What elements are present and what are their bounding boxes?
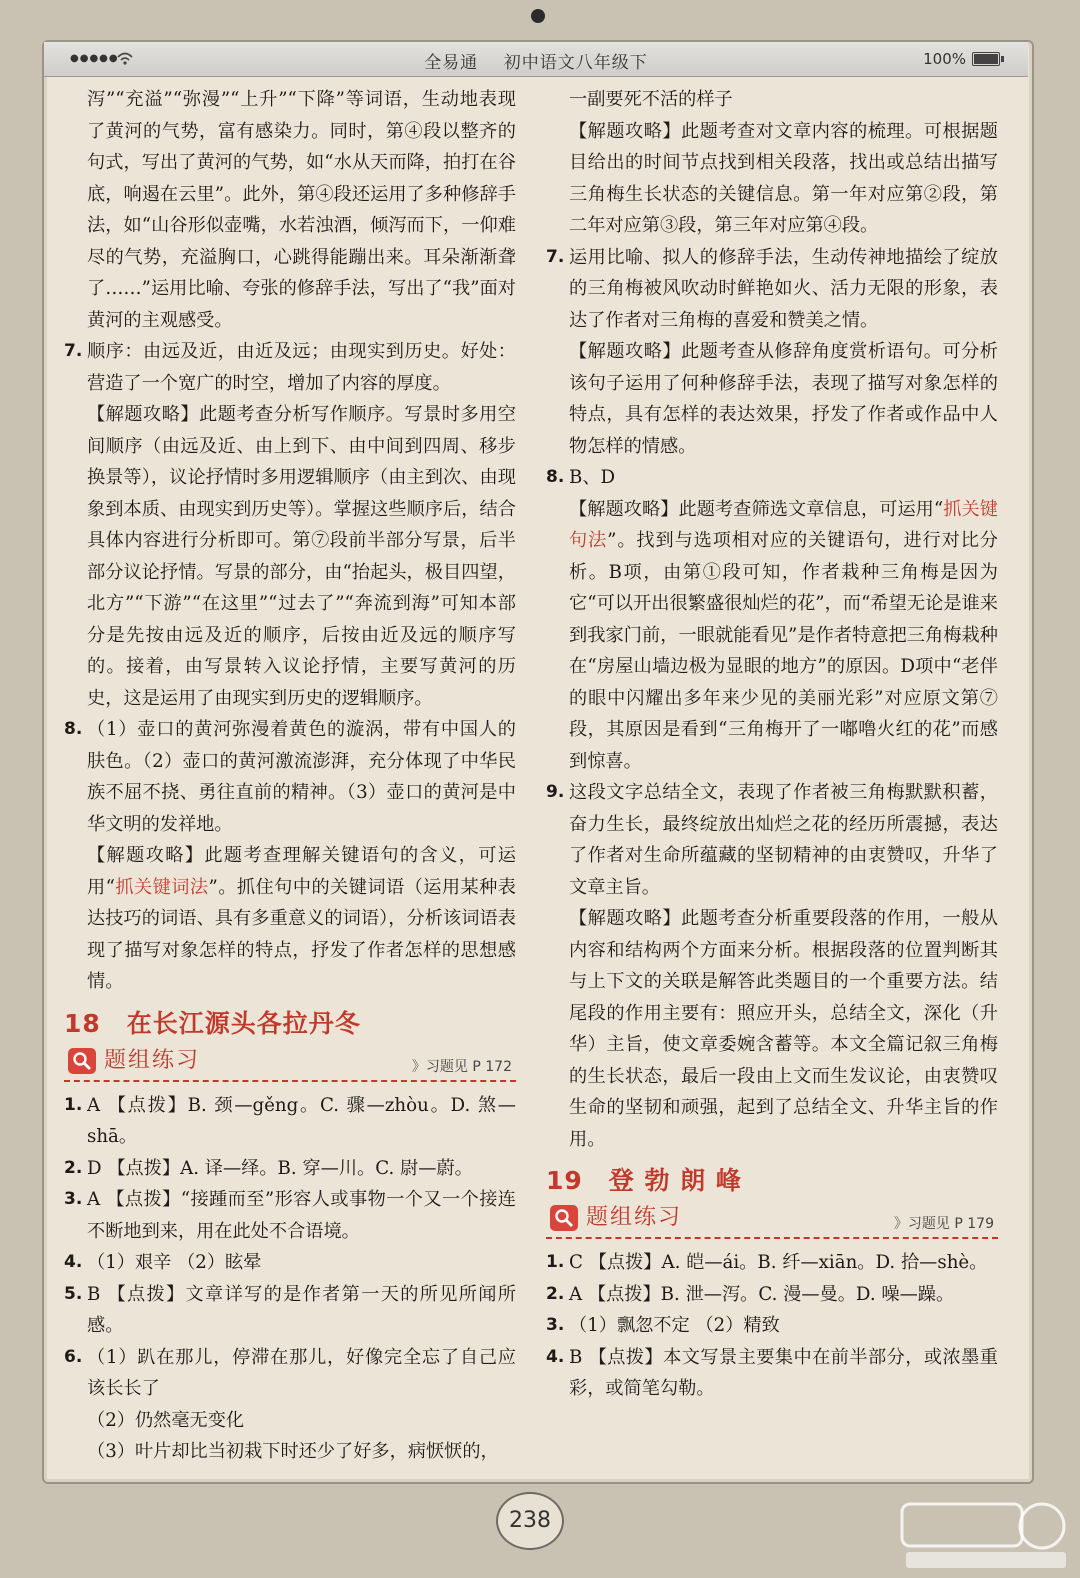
group-title: 题组练习 <box>586 1205 683 1230</box>
answer-item: 2. A 【点拨】B. 泄—泻。C. 漫—曼。D. 噪—躁。 <box>546 1283 955 1305</box>
answer-item: 3. （1）飘忽不定 （2）精致 <box>546 1315 780 1336</box>
watermark-logo <box>900 1500 1070 1572</box>
status-bar-title: 全易通 初中语文八年级下 <box>424 53 648 73</box>
left-column <box>64 84 516 1468</box>
answer-item: 1. C 【点拨】A. 皑—ái。B. 纤—xiān。D. 拾—shè。 <box>546 1252 988 1273</box>
signal-icon: ●●●●● <box>70 53 119 64</box>
answer-item: 3. A 【点拨】“接踵而至”形容人或事物一个又一个接连不断地到来，用在此处不合语境。 <box>64 1189 516 1242</box>
answer-text: 一副要死不活的样子 <box>569 89 733 110</box>
strategy-text: 【解题攻略】此题考查筛选文章信息，可运用“抓关键句法”。找到与选项相对应的关键语句，进行对比分析。B项，由第①段可知，作者栽种三角梅是因为它“可以开出很繁盛很灿烂的花”，而“希望无论是谁来到我家门前，一眼就能看见”是作者特意把三角梅栽种在“房屋山墙边极为显眼的地方”的原因。D项中“老伴的眼中闪耀出多年来少见的美丽光彩”对应原文第⑦段，其原因是看到“三角梅开了一嘟噜火红的花”而感到惊喜。 <box>569 498 998 772</box>
group-practice-header <box>64 1044 516 1082</box>
battery-percent: 100% <box>923 50 966 68</box>
answer-subitem: （2）仍然毫无变化 <box>87 1409 245 1431</box>
answer-item: 4. （1）艰辛 （2）眩晕 <box>64 1252 262 1273</box>
answer-text: 泻”“充溢”“弥漫”“上升”“下降”等词语，生动地表现了黄河的气势，富有感染力。同时，第④段以整齐的句式，写出了黄河的气势，如“水从天而降，拍打在谷底，响遏在云里”。此外，第④段还运用了多种修辞手法，如“山谷形似壶嘴，水若浊酒，倾泻而下，一仰难尽的气势，充溢胸口，心跳得能蹦出来。耳朵渐渐聋了……”运用比喻、夸张的修辞手法，写出了“我”面对黄河的主观感受。 <box>87 89 516 331</box>
exercise-ref: 》习题见 P 179 <box>893 1216 994 1232</box>
strategy-text: 【解题攻略】此题考查理解关键语句的含义，可运用“抓关键词法”。抓住句中的关键词语（运用某种表达技巧的词语、具有多重意义的词语），分析该词语表现了描写对象怎样的特点，抒发了作者怎样的思想感情。 <box>87 845 516 992</box>
page-number: 238 <box>496 1492 564 1550</box>
answer-item: 5. B 【点拨】文章详写的是作者第一天的所见所闻所感。 <box>64 1283 516 1336</box>
answer-item: 8. （1）壶口的黄河弥漫着黄色的漩涡，带有中国人的肤色。（2）壶口的黄河激流澎湃，充分体现了中华民族不屈不挠、勇往直前的精神。（3）壶口的黄河是中华文明的发祥地。 <box>64 719 516 835</box>
strategy-text: 【解题攻略】此题考查从修辞角度赏析语句。可分析该句子运用了何种修辞手法，表现了描写对象怎样的特点，具有怎样的表达效果，抒发了作者或作品中人物怎样的情感。 <box>569 341 998 457</box>
magnifier-icon <box>68 1048 96 1074</box>
answer-item: 4. B 【点拨】本文写景主要集中在前半部分，或浓墨重彩，或简笔勾勒。 <box>546 1346 998 1399</box>
strategy-text: 【解题攻略】此题考查分析写作顺序。写景时多用空间顺序（由远及近、由上到下、由中间到四周、移步换景等），议论抒情时多用逻辑顺序（由主到次、由现象到本质、由现实到历史等）。掌握这些顺序后，结合具体内容进行分析即可。第⑦段前半部分写景，后半部分议论抒情。写景的部分，由“抬起头，极目四望，北方”“下游”“在这里”“过去了”“奔流到海”可知本部分是先按由远及近的顺序，后按由近及远的顺序写的。接着，由写景转入议论抒情，主要写黄河的历史，这是运用了由现实到历史的逻辑顺序。 <box>87 404 516 709</box>
group-practice-header <box>546 1201 998 1239</box>
answer-item: 9. 这段文字总结全文，表现了作者被三角梅默默积蓄，奋力生长，最终绽放出灿烂之花的经历所震撼，表达了作者对生命所蕴藏的坚韧精神的由衷赞叹，升华了文章主旨。 <box>546 782 998 898</box>
strategy-text: 【解题攻略】此题考查对文章内容的梳理。可根据题目给出的时间节点找到相关段落，找出或总结出描写三角梅生长状态的关键信息。第一年对应第②段，第二年对应第③段，第三年对应第④段。 <box>569 120 998 236</box>
method-highlight: 抓关键词法 <box>114 876 209 898</box>
answer-item: 2. D 【点拨】A. 译—绎。B. 穿—川。C. 尉—蔚。 <box>64 1157 473 1179</box>
answer-item: 8. B、D <box>546 467 616 488</box>
exercise-ref: 》习题见 P 172 <box>411 1058 512 1075</box>
answer-item: 7. 运用比喻、拟人的修辞手法，生动传神地描绘了绽放的三角梅被风吹动时鲜艳如火、活力无限的形象，表达了作者对三角梅的喜爱和赞美之情。 <box>546 246 998 331</box>
battery-icon <box>972 52 1000 66</box>
group-title: 题组练习 <box>104 1047 201 1073</box>
camera-dot <box>531 9 545 23</box>
lesson-heading: 18 在长江源头各拉丹冬 <box>64 1008 361 1038</box>
method-highlight: 抓关键句法 <box>569 498 998 551</box>
status-bar <box>44 42 1028 77</box>
lesson-heading: 19 登 勃 朗 峰 <box>546 1166 742 1195</box>
answer-item: 1. A 【点拨】B. 颈—gěng。C. 骤—zhòu。D. 煞—shā。 <box>64 1094 516 1147</box>
answer-subitem: （3）叶片却比当初栽下时还少了好多，病恹恹的， <box>87 1441 499 1462</box>
right-column <box>546 84 998 1405</box>
strategy-text: 【解题攻略】此题考查分析重要段落的作用，一般从内容和结构两个方面来分析。根据段落的位置判断其与上下文的关联是解答此类题目的一个重要方法。结尾段的作用主要有：照应开头，总结全文，深化（升华）主旨，使文章委婉含蓄等。本文全篇记叙三角梅的生长状态，最后一段由上文而生发议论，由衷赞叹生命的坚韧和顽强，起到了总结全文、升华主旨的作用。 <box>569 908 998 1150</box>
magnifier-icon <box>550 1205 578 1231</box>
answer-item: 6. （1）趴在那儿，停滞在那儿，好像完全忘了自己应该长长了 <box>64 1346 516 1399</box>
answer-item: 7. 顺序：由远及近，由近及远；由现实到历史。好处：营造了一个宽广的时空，增加了内容的厚度。 <box>64 341 516 394</box>
